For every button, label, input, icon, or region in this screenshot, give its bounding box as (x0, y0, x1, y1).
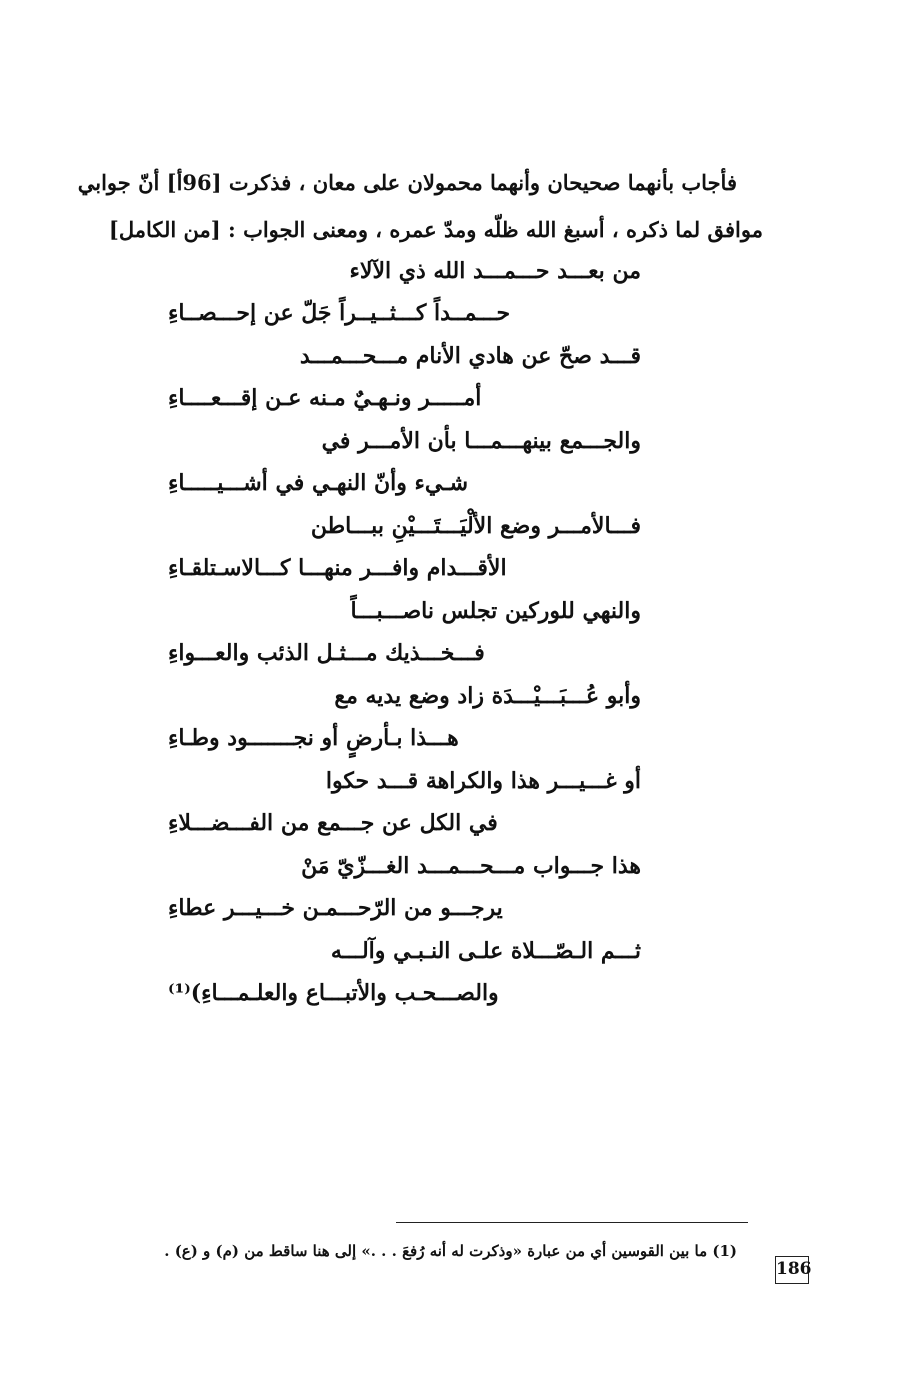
footnote-separator (396, 1222, 748, 1223)
verse-hemistich-second: والصـــحـب والأتبـــاع والعلـمـــاءِ)⁽¹⁾ (168, 980, 499, 1006)
verse-hemistich-second: في الكل عن جـــمع من الفـــضـــلاءِ (168, 810, 498, 836)
verse-hemistich-first: والجـــمع بينهـــمـــا بأن الأمـــر في (321, 428, 641, 454)
verse-hemistich-second: يرجـــو من الرّحـــمـن خـــيـــر عطاءِ (168, 895, 503, 921)
footnote: (1) ما بين القوسين أي من عبارة «وذكرت له أنه رُفعَ . . .» إلى هنا ساقط من (م) و (ع) . (164, 1242, 737, 1260)
verse-hemistich-first: أو غـــيـــر هذا والكراهة قـــد حكوا (325, 768, 641, 794)
page-number: 186 (775, 1256, 809, 1284)
verse-hemistich-second: أمـــــر ونـهـيٌ مـنه عـن إقـــعــــاءِ (168, 385, 482, 411)
prose-line: فأجاب بأنهما صحيحان وأنهما محمولان على معان ، فذكرت [96أ] أنّ جوابي (77, 170, 737, 195)
verse-hemistich-first: وأبو عُـــبَـــيْـــدَة زاد وضع يديه مع (334, 683, 641, 709)
verse-hemistich-second: هـــذا بـأرضٍ أو نجـــــــود وطـاءِ (168, 725, 459, 751)
prose-line: موافق لما ذكره ، أسبغ الله ظلّه ومدّ عمره ، ومعنى الجواب : [من الكامل] (108, 217, 763, 242)
verse-hemistich-second: فـــخـــذيك مـــثـل الذئب والعـــواءِ (168, 640, 485, 666)
verse-hemistich-first: هذا جـــواب مـــحـــمـــد الغـــزّيّ مَنْ (301, 853, 641, 879)
verse-hemistich-second: شـيء وأنّ النهـي في أشـــيـــــاءِ (168, 470, 469, 496)
verse-hemistich-second: حـــمــداً كـــثــيــراً جَلّ عن إحـــصــاءِ (168, 300, 511, 326)
verse-hemistich-second: الأقـــدام وافـــر منهـــا كـــالاسـتلقـاءِ (168, 555, 507, 581)
verse-hemistich-first: والنهي للوركين تجلس ناصـــبـــاً (350, 598, 641, 624)
verse-hemistich-first: من بعـــد حـــمـــد الله ذي الآلاء (349, 258, 641, 284)
verse-hemistich-first: فـــالأمـــر وضع الألْيَـــتَـــيْنِ ببـــاطن (310, 513, 641, 539)
verse-hemistich-first: ثـــم الـصّـــلاة علـى النـبـي وآلـــه (330, 938, 641, 964)
verse-hemistich-first: قـــد صحّ عن هادي الأنام مـــحـــمـــد (299, 343, 641, 369)
